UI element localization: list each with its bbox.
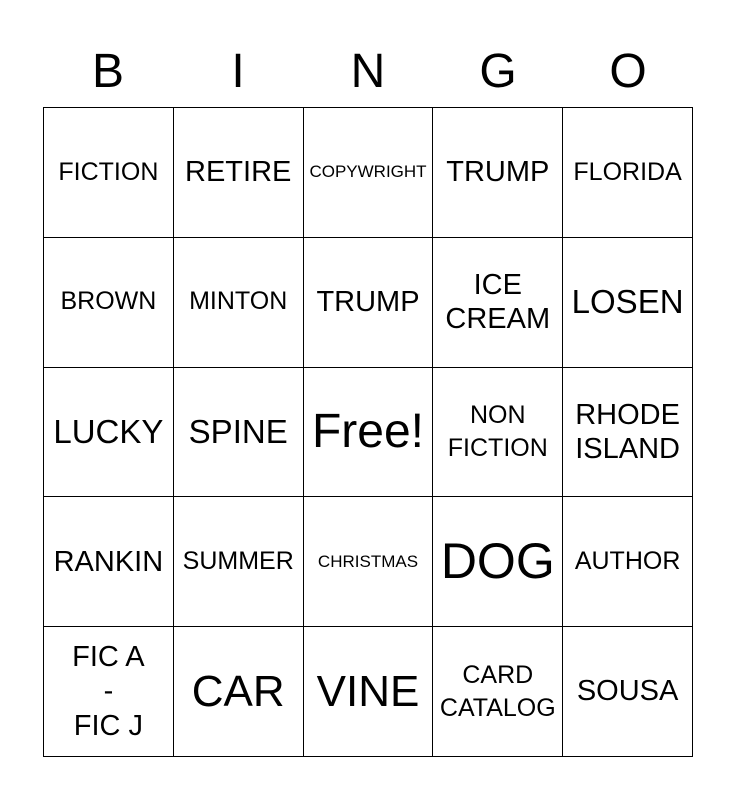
bingo-cell-r3-c2[interactable]: SPINE (174, 368, 304, 498)
bingo-cell-r4-c2[interactable]: SUMMER (174, 497, 304, 627)
bingo-cell-r5-c5[interactable]: SOUSA (563, 627, 693, 757)
bingo-cell-r1-c3[interactable]: COPYWRIGHT (304, 108, 434, 238)
bingo-cell-r2-c3[interactable]: TRUMP (304, 238, 434, 368)
bingo-cell-r2-c5[interactable]: LOSEN (563, 238, 693, 368)
header-letter-n: N (350, 45, 386, 98)
header-letter-g: G (479, 45, 517, 98)
bingo-cell-r5-c1[interactable]: FIC A - FIC J (44, 627, 174, 757)
bingo-cell-r4-c5[interactable]: AUTHOR (563, 497, 693, 627)
bingo-cell-r3-c1[interactable]: LUCKY (44, 368, 174, 498)
free-space-cell[interactable]: Free! (304, 368, 434, 498)
bingo-cell-r2-c4[interactable]: ICE CREAM (433, 238, 563, 368)
bingo-cell-r1-c5[interactable]: FLORIDA (563, 108, 693, 238)
bingo-cell-r1-c1[interactable]: FICTION (44, 108, 174, 238)
bingo-cell-r5-c3[interactable]: VINE (304, 627, 434, 757)
bingo-cell-r2-c1[interactable]: BROWN (44, 238, 174, 368)
bingo-cell-r4-c1[interactable]: RANKIN (44, 497, 174, 627)
bingo-cell-r3-c4[interactable]: NON FICTION (433, 368, 563, 498)
bingo-header (43, 36, 693, 108)
bingo-cell-r1-c4[interactable]: TRUMP (433, 108, 563, 238)
bingo-cell-r5-c4[interactable]: CARD CATALOG (433, 627, 563, 757)
bingo-cell-r1-c2[interactable]: RETIRE (174, 108, 304, 238)
bingo-card-grid (43, 107, 693, 757)
header-letter-i: I (231, 45, 245, 98)
bingo-cell-r2-c2[interactable]: MINTON (174, 238, 304, 368)
header-letter-b: B (91, 45, 124, 98)
header-letter-o: O (609, 45, 647, 98)
bingo-cell-r4-c3[interactable]: CHRISTMAS (304, 497, 434, 627)
bingo-cell-r3-c5[interactable]: RHODE ISLAND (563, 368, 693, 498)
bingo-cell-r4-c4[interactable]: DOG (433, 497, 563, 627)
bingo-cell-r5-c2[interactable]: CAR (174, 627, 304, 757)
